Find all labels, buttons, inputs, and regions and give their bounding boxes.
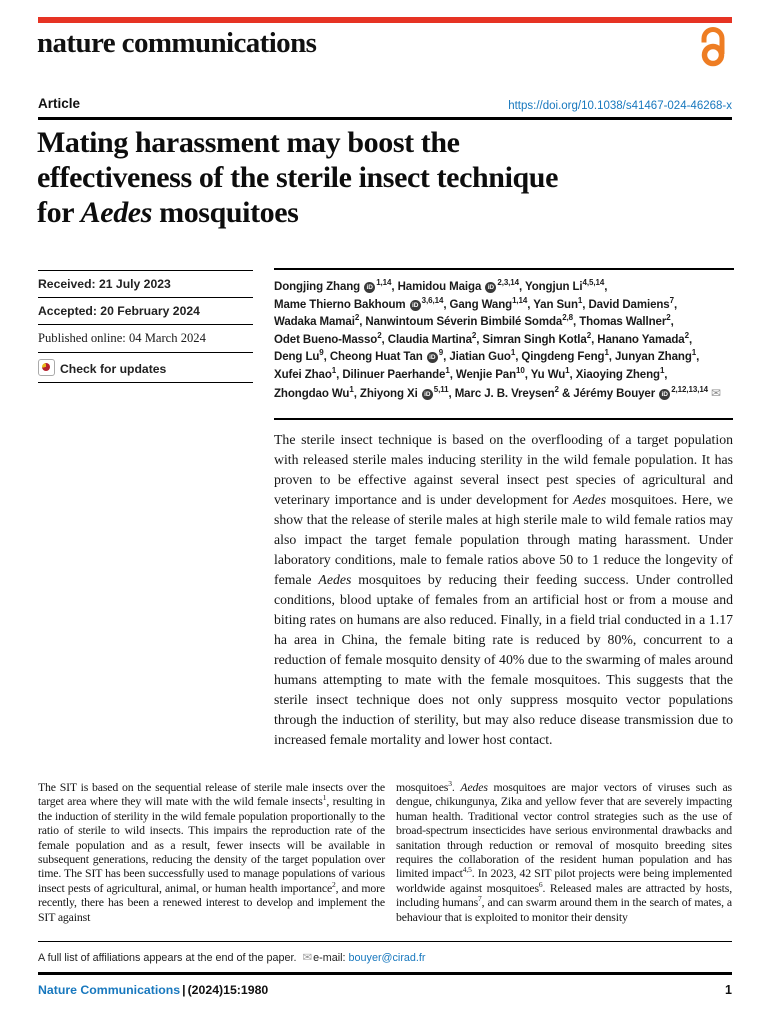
author-line: Wadaka Mamai$^2$, Nanwintoum Séverin Bimbilé Somda$^{2,8}$, Thomas Wallner$^2$, [274,313,674,329]
journal-wordmark: nature communications [37,27,317,59]
author-line: Mame Thierno Bakhoum iD$^{3,6,14}$, Gang Wang$^{1,14}$, Yan Sun$^1$, David Damiens$^7$, [274,295,678,311]
orcid-icon[interactable]: iD [422,389,433,400]
masthead-rule [38,17,732,23]
title-line: Mating harassment may boost the [37,126,460,159]
author-line: Deng Lu$^9$, Cheong Huat Tan $iD^9$, Jiatian Guo$^1$, Qingdeng Feng$^1$, Junyan Zhang$^1$, [274,348,700,364]
check-updates-label: Check for updates [60,362,167,376]
author-line: Odet Bueno-Masso$^2$, Claudia Martina$^2$, Simran Singh Kotla$^2$, Hanano Yamada$^2$, [274,330,693,346]
doi-link[interactable]: https://doi.org/10.1038/s41467-024-46268-x [508,100,732,112]
article-rule [38,117,732,120]
mail-icon[interactable]: ✉ [711,385,721,400]
body-column-left: The SIT is based on the sequential release of sterile male insects over the target area where they will mate with the wild female insects$^1$, resulting in the induction of sterility in the wild female population proportionally to the ratio of sterile to wild insects. This impairs the reproduction rate of the female population and as a result, fewer insects will be available in subsequent generations, reducing the density of the target population over time. The SIT has been successfully used to manage populations of various insect pests of agricultural, animal, or human health importance$^2$, and more recently, there has been a renewed interest to develop and implement the SIT against [38,780,386,924]
orcid-icon[interactable]: iD [427,352,438,363]
open-access-icon[interactable] [697,27,729,67]
check-updates-button[interactable] [38,352,253,383]
author-line: Dongjing Zhang iD$^{1,14}$, Hamidou Maiga iD$^{2,3,14}$, Yongjun Li$^{4,5,14}$, [274,278,608,293]
title-line: for Aedes mosquitoes [37,196,299,229]
footer-rule-thick [38,972,732,975]
footer-email-link[interactable]: bouyer@cirad.fr [348,952,426,964]
accepted-date: Accepted: 20 February 2024 [38,297,253,324]
journal-citation [38,983,268,997]
page-number: 1 [725,983,732,997]
title-line: effectiveness of the sterile insect technique [37,161,559,194]
mail-icon: ✉ [302,952,313,964]
orcid-icon[interactable]: iD [410,300,421,311]
author-line: Xufei Zhao$^1$, Dilinuer Paerhande$^1$, Wenjie Pan$^{10}$, Yu Wu$^1$, Xiaoying Zheng$^1$, [274,366,668,381]
authors-block [274,268,734,403]
received-date: Received: 21 July 2023 [38,270,253,297]
published-date: Published online: 04 March 2024 [38,324,253,352]
orcid-icon[interactable]: iD [364,282,375,293]
article-title [37,125,737,230]
journal-name[interactable]: Nature Communications [38,983,181,997]
affiliations-note [38,950,426,964]
article-type-label: Article [38,96,81,111]
orcid-icon[interactable]: iD [485,282,496,293]
crossmark-icon [38,359,55,376]
affiliations-text: A full list of affiliations appears at the end of the paper. [38,952,297,964]
orcid-icon[interactable]: iD [659,389,670,400]
footer-rule-thin [38,941,732,942]
abstract: The sterile insect technique is based on the overflooding of a target population with released sterile males inducing sterility in the wild female population. It has proven to be effective against several insect pest species of agricultural and veterinary importance and is under development for Aedes mosquitoes. Here, we show that the release of sterile males at high sterile male to wild female ratios may also impact the target female population through mating harassment. Under laboratory conditions, male to female ratios above 50 to 1 reduce the longevity of female Aedes mosquitoes by reducing their feeding success. Under controlled conditions, blood uptake of females from an artificial host or from a mouse and biting rates on humans are also reduced. Finally, in a field trial conducted in a 1.17 ha area in China, the female biting rate is reduced by 80%, concurrent to a reduction of female mosquito density of 40% due to the swarming of males around humans attempting to mate with the female mosquitoes. This suggests that the sterile insect technique does not only suppress mosquito vector populations through the induction of sterility, but may also reduce disease transmission due to increased female mortality and lower host contact. [274,418,733,750]
dates-panel [38,270,253,383]
footer-email-label: e-mail: [313,952,346,964]
citation-separator: | [182,983,186,997]
body-column-right: mosquitoes$^3$. Aedes mosquitoes are major vectors of viruses such as dengue, chikungunya, Zika and yellow fever that are severely impacting human health. Traditional vector control strategies such as the use of broad-spectrum insecticides have serious environmental drawbacks and sanitation through reduction or removal of mosquito breeding sites requires the collaboration of the resident human population and has limited impact$^{4,5}$. In 2023, 42 SIT pilot projects were being implemented worldwide against mosquitoes$^6$. Released males are attracted by hosts, including humans$^7$, and can swarm around them in the search of mates, a behaviour that is exploited to monitor their density [396,779,733,924]
citation-text: (2024)15:1980 [187,983,269,997]
author-line: Zhongdao Wu$^1$, Zhiyong Xi iD$^{5,11}$, Marc J. B. Vreysen$^2$ & Jérémy Bouyer iD$^{2,12,13,14}$ ✉ [274,384,721,400]
